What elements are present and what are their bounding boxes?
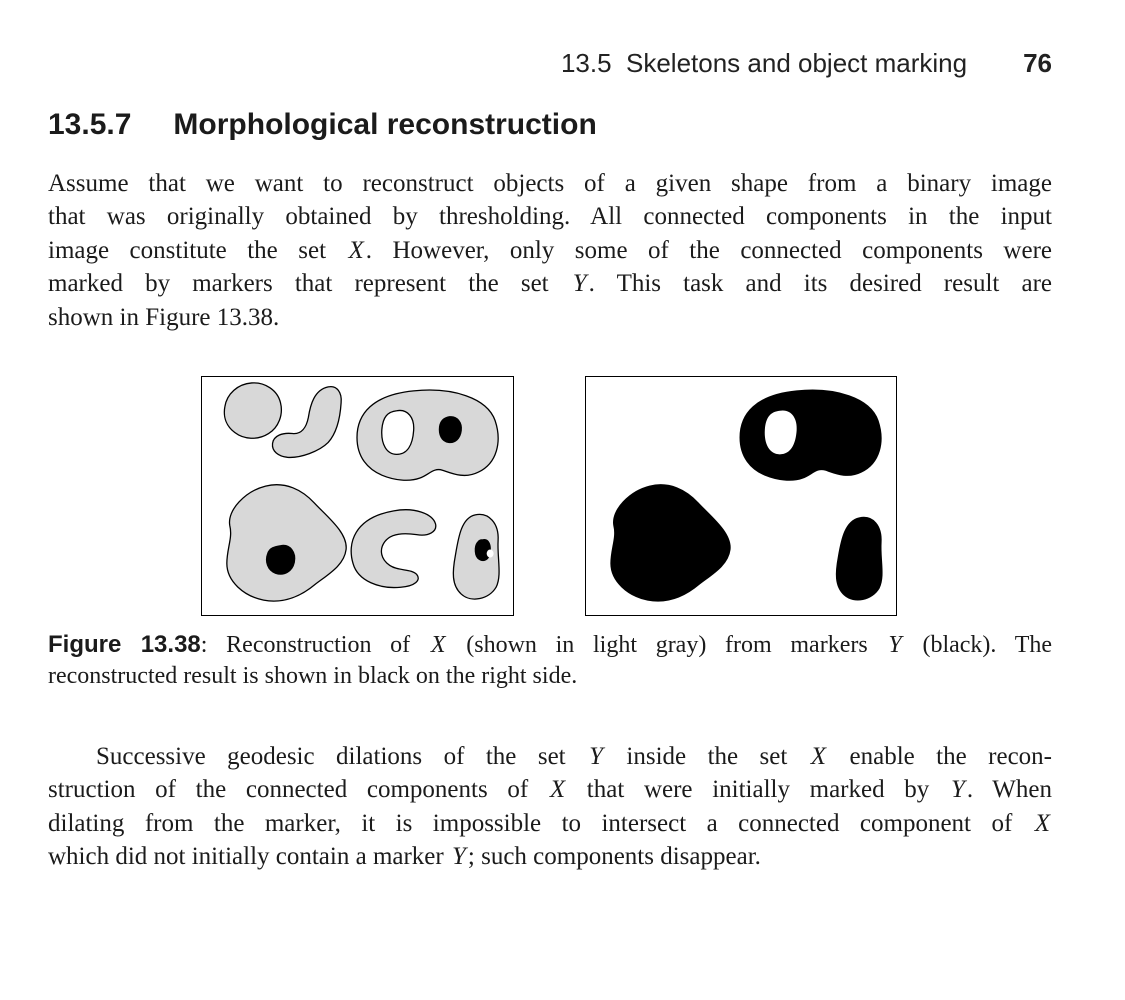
text-line (48, 740, 1052, 773)
caption-label: Figure 13.38 (48, 631, 201, 658)
text-segment: (shown in light gray) from markers (447, 632, 887, 658)
text-line (48, 840, 1052, 873)
notch-in-small-marker (487, 550, 494, 558)
math-symbol: X (549, 776, 566, 804)
text-segment: inside the set (604, 743, 809, 770)
marker-in-small-blob (475, 540, 490, 561)
text-segment: enable the recon- (828, 743, 1053, 770)
section-title: Morphological reconstruction (173, 108, 597, 141)
running-header-section: 13.5 Skeletons and object marking (560, 48, 968, 78)
paragraph-geodesic-dilation (48, 740, 1052, 874)
running-header (48, 49, 1052, 77)
figure-input-set-image (201, 376, 514, 616)
math-symbol: Y (888, 632, 902, 658)
text-segment: ; such components disappear. (467, 843, 761, 871)
paragraph-intro (48, 167, 1052, 334)
blob-unmarked-comma (272, 387, 341, 458)
result-blob-bottom-left (611, 485, 730, 601)
section-heading (48, 108, 597, 142)
text-segment: that were initially marked by (567, 776, 949, 804)
text-segment: Successive geodesic dilations of the set (96, 743, 588, 770)
hole-in-large-blob (382, 410, 414, 454)
text-segment: . However, only some of the connected components were (365, 236, 1052, 264)
text-line (48, 773, 1052, 806)
text-segment: reconstructed result is shown in black on the right side. (48, 662, 578, 689)
text-line (48, 301, 1052, 334)
math-symbol: Y (572, 270, 587, 298)
text-segment: which did not initially contain a marker (48, 843, 450, 871)
text-segment: : Reconstruction of (200, 632, 429, 658)
marker-in-large-blob (439, 417, 461, 443)
text-line (48, 630, 1052, 661)
text-line (48, 807, 1052, 840)
text-line (48, 661, 1052, 692)
math-symbol: X (1034, 809, 1050, 837)
math-symbol: X (810, 743, 827, 770)
marker-in-bottom-left-blob (266, 545, 294, 574)
text-segment: Assume that we want to reconstruct objects of a given shape from a binary image (48, 170, 1052, 197)
blob-marked-large-with-hole (357, 390, 498, 480)
text-line (48, 167, 1052, 200)
math-symbol: Y (589, 743, 603, 770)
text-segment: shown in Figure 13.38. (48, 303, 280, 331)
result-blob-small-teardrop (836, 517, 882, 600)
math-symbol: Y (950, 776, 965, 804)
blob-marked-bottom-left (227, 485, 346, 601)
figure-reconstructed-image (585, 376, 897, 616)
text-segment: that was originally obtained by thresholding. All connected components in the input (48, 203, 1052, 231)
text-segment: . This task and its desired result are (588, 270, 1052, 298)
text-line (48, 267, 1052, 300)
text-segment: (black). The (903, 632, 1053, 658)
section-number: 13.5.7 (48, 108, 132, 141)
figure-13-38 (201, 376, 897, 616)
text-segment: struction of the connected components of (48, 776, 548, 804)
figure-caption (48, 630, 1052, 691)
math-symbol: X (348, 236, 364, 264)
text-segment: image constitute the set (48, 236, 347, 264)
math-symbol: X (430, 632, 446, 658)
result-blob-large-with-hole (740, 390, 881, 480)
text-line (48, 200, 1052, 233)
text-segment: . When (966, 776, 1053, 804)
text-segment: dilating from the marker, it is impossible to intersect a connected component of (48, 809, 1033, 837)
text-line (48, 234, 1052, 267)
math-symbol: Y (451, 843, 466, 871)
text-segment: marked by markers that represent the set (48, 270, 571, 298)
blob-unmarked-round (224, 383, 281, 438)
page-number: 76 (1023, 48, 1052, 78)
blob-unmarked-c-shape (351, 510, 436, 588)
